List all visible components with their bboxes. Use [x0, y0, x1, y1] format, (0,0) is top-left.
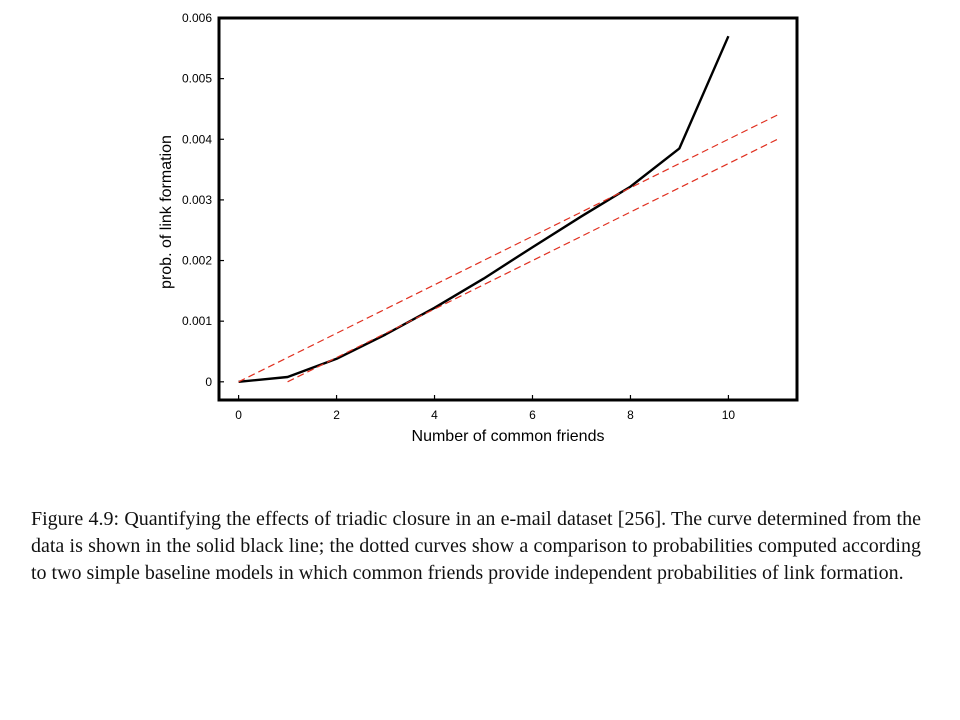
figure-caption: Figure 4.9: Quantifying the effects of triadic closure in an e-mail dataset [256]. The curve determined from the data is shown in the solid black line; the dotted curves show a comparison to probabilities computed according to two simple baseline models in which common friends provide independent probabilities of link formation. — [31, 508, 921, 584]
x-tick-label: 10 — [721, 408, 736, 422]
y-tick-label: 0.001 — [181, 314, 212, 329]
y-tick-label: 0.005 — [181, 71, 212, 86]
x-tick-label: 2 — [333, 408, 340, 422]
y-tick-label: 0.006 — [181, 11, 212, 25]
y-tick-label: 0 — [205, 374, 212, 389]
y-tick-label: 0.002 — [181, 253, 212, 268]
data-solid-line — [239, 36, 729, 382]
x-tick-label: 6 — [529, 408, 536, 422]
x-tick-label: 0 — [235, 408, 242, 422]
y-axis-title: prob. of link formation — [158, 135, 175, 289]
baseline-dashed-line-1 — [239, 115, 778, 382]
x-tick-label: 4 — [431, 408, 438, 422]
x-tick-label: 8 — [627, 408, 634, 422]
y-tick-label: 0.003 — [181, 192, 212, 207]
y-tick-label: 0.004 — [181, 132, 212, 147]
series-layer — [239, 36, 778, 382]
baseline-dashed-line-2 — [288, 139, 778, 381]
x-axis-title: Number of common friends — [411, 428, 605, 445]
